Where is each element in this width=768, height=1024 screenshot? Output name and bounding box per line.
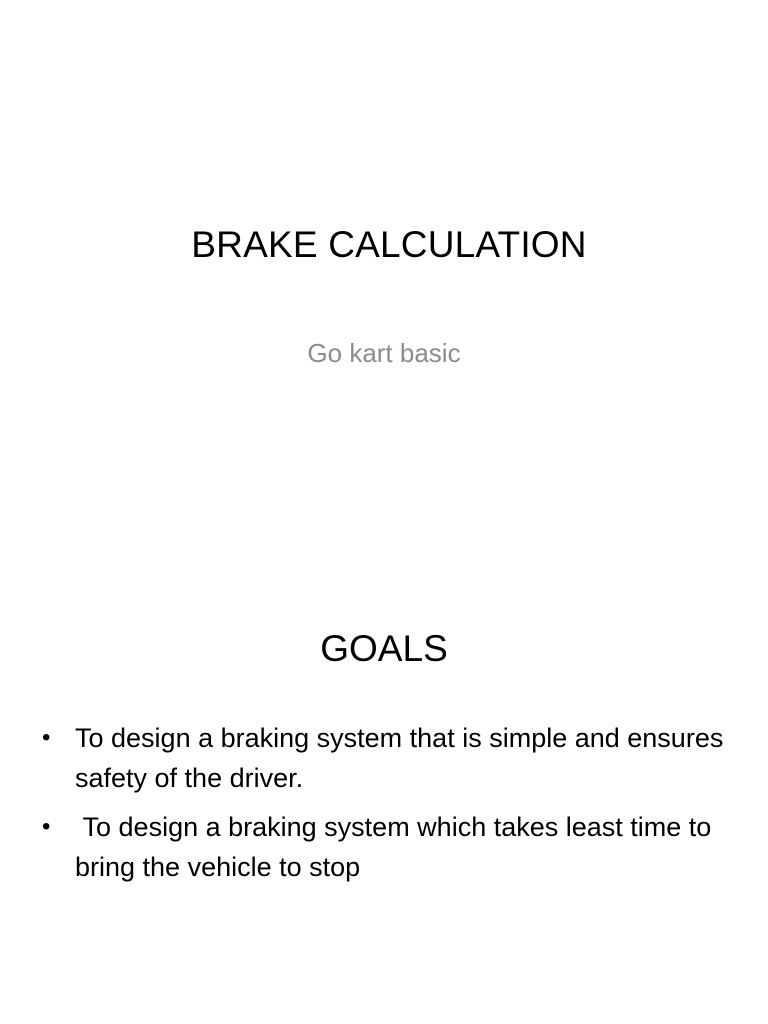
bullet-text: To design a braking system which takes least time to bring the vehicle to stop [75,812,719,882]
goals-heading: GOALS [320,628,448,669]
bullet-text: To design a braking system that is simple and ensures safety of the driver. [75,723,724,793]
bullet-icon: • [42,813,51,840]
list-item [40,807,740,887]
goals-slide [0,576,768,1024]
slide-title: BRAKE CALCULATION [191,224,587,265]
goals-list [40,718,740,896]
bullet-icon: • [42,724,51,751]
list-item [40,718,740,798]
slide-subtitle: Go kart basic [307,338,461,368]
